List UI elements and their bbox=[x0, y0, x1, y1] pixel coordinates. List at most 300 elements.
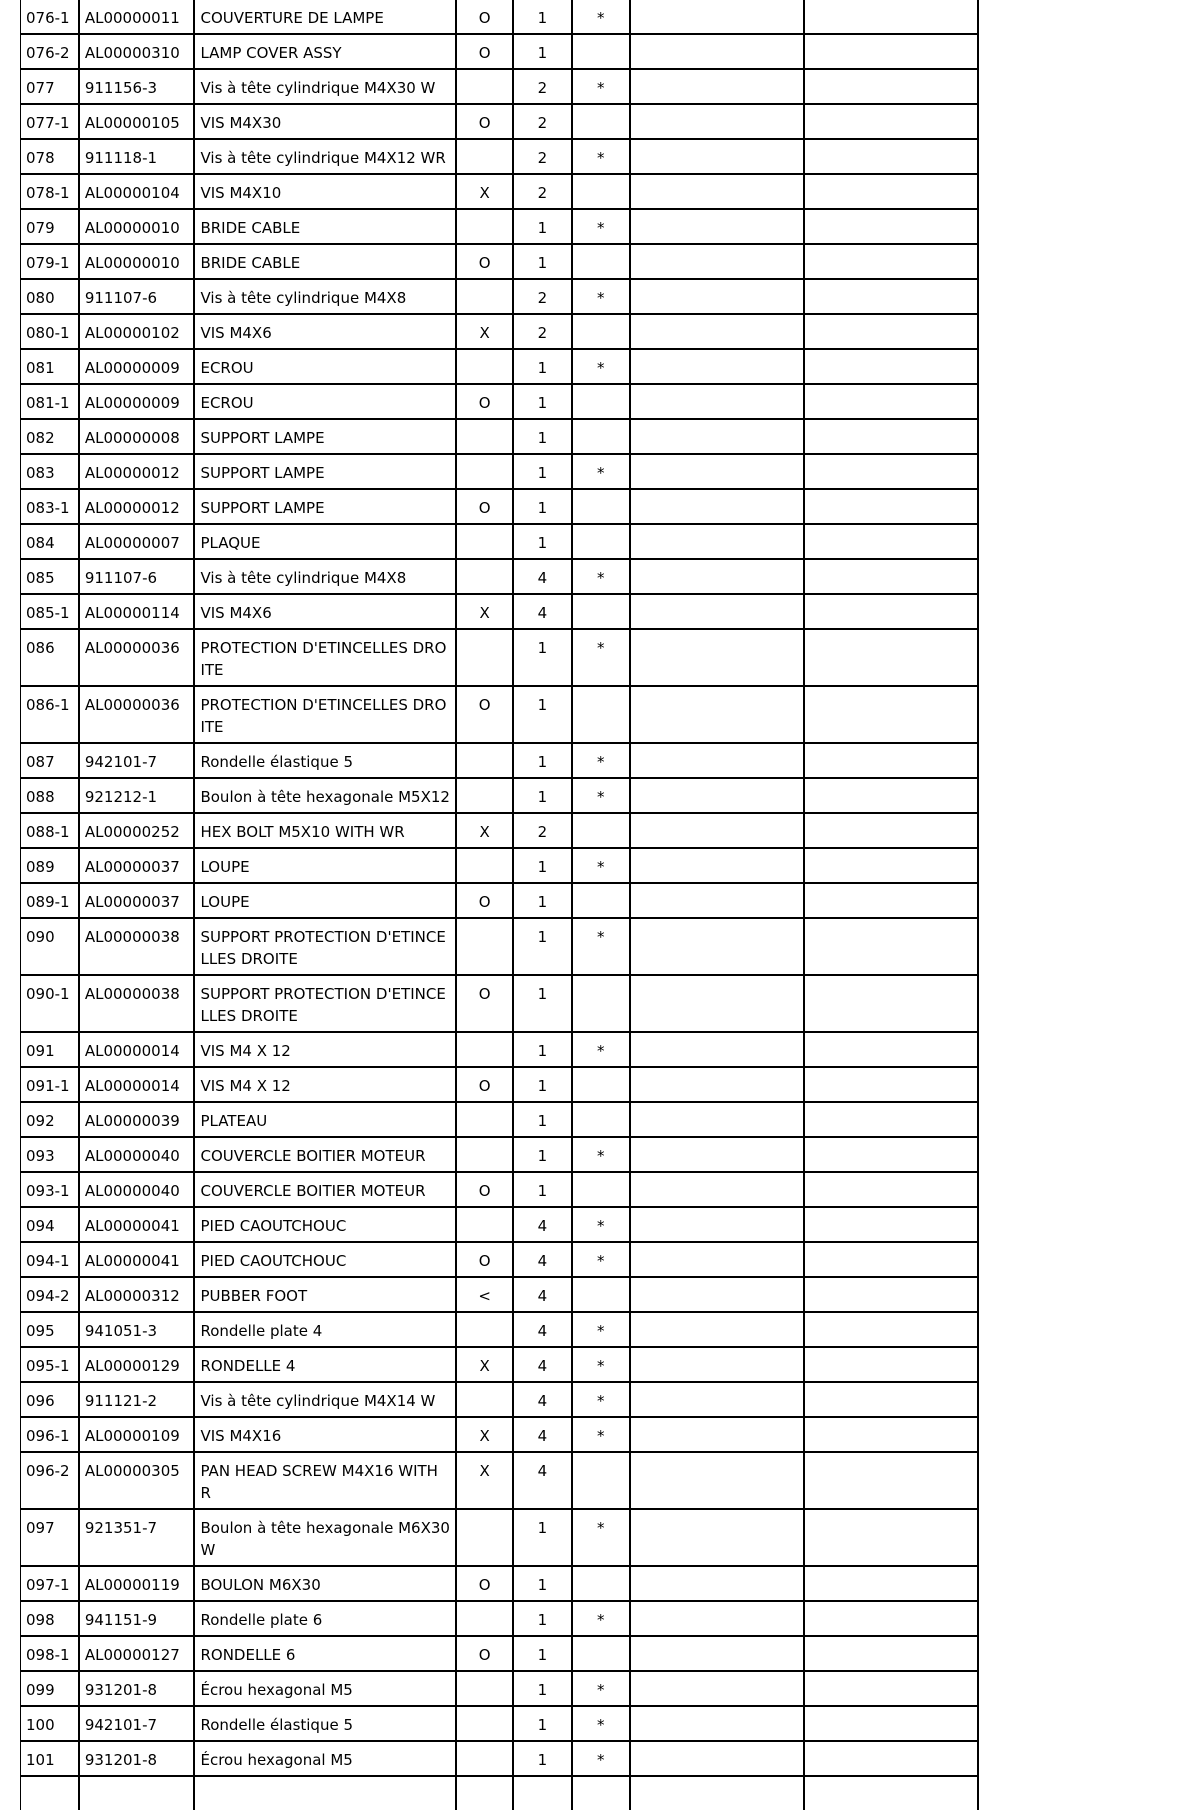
part-number-cell: AL00000037 bbox=[79, 848, 195, 883]
quantity-cell: 1 bbox=[513, 1102, 571, 1137]
table-row bbox=[21, 848, 979, 883]
star-cell bbox=[572, 1566, 630, 1601]
remark-cell bbox=[804, 419, 978, 454]
remark-cell bbox=[804, 1452, 978, 1509]
remark-cell bbox=[804, 69, 978, 104]
flag-cell bbox=[456, 139, 513, 174]
quantity-cell: 1 bbox=[513, 419, 571, 454]
description-cell: BOULON M6X30 bbox=[194, 1566, 456, 1601]
description-cell: PAN HEAD SCREW M4X16 WITH R bbox=[194, 1452, 456, 1509]
note-cell bbox=[630, 848, 804, 883]
star-cell: * bbox=[572, 349, 630, 384]
remark-cell bbox=[804, 1509, 978, 1566]
description-cell: Rondelle plate 4 bbox=[194, 1312, 456, 1347]
item-number-cell: 095 bbox=[21, 1312, 79, 1347]
table-row bbox=[21, 1277, 979, 1312]
star-cell bbox=[572, 813, 630, 848]
note-cell bbox=[630, 629, 804, 686]
note-cell bbox=[630, 1636, 804, 1671]
quantity-cell: 1 bbox=[513, 1509, 571, 1566]
description-cell: VIS M4 X 12 bbox=[194, 1032, 456, 1067]
flag-cell bbox=[456, 1137, 513, 1172]
star-cell bbox=[572, 174, 630, 209]
note-cell bbox=[630, 1347, 804, 1382]
table-row bbox=[21, 686, 979, 743]
part-number-cell: 911121-2 bbox=[79, 1382, 195, 1417]
description-cell: ECROU bbox=[194, 349, 456, 384]
quantity-cell: 4 bbox=[513, 594, 571, 629]
empty-cell bbox=[194, 1776, 456, 1810]
empty-cell bbox=[804, 1776, 978, 1810]
star-cell: * bbox=[572, 1671, 630, 1706]
star-cell: * bbox=[572, 918, 630, 975]
description-cell: COUVERCLE BOITIER MOTEUR bbox=[194, 1137, 456, 1172]
star-cell: * bbox=[572, 69, 630, 104]
note-cell bbox=[630, 1312, 804, 1347]
flag-cell bbox=[456, 349, 513, 384]
item-number-cell: 091-1 bbox=[21, 1067, 79, 1102]
note-cell bbox=[630, 813, 804, 848]
description-cell: Boulon à tête hexagonale M5X12 bbox=[194, 778, 456, 813]
table-row bbox=[21, 1417, 979, 1452]
item-number-cell: 089 bbox=[21, 848, 79, 883]
part-number-cell: 941151-9 bbox=[79, 1601, 195, 1636]
remark-cell bbox=[804, 139, 978, 174]
quantity-cell: 1 bbox=[513, 244, 571, 279]
star-cell: * bbox=[572, 848, 630, 883]
parts-list-table bbox=[20, 0, 979, 1810]
part-number-cell: 911107-6 bbox=[79, 279, 195, 314]
quantity-cell: 1 bbox=[513, 209, 571, 244]
remark-cell bbox=[804, 1382, 978, 1417]
table-row bbox=[21, 1137, 979, 1172]
item-number-cell: 090-1 bbox=[21, 975, 79, 1032]
table-row bbox=[21, 594, 979, 629]
table-row bbox=[21, 559, 979, 594]
item-number-cell: 085 bbox=[21, 559, 79, 594]
part-number-cell: AL00000119 bbox=[79, 1566, 195, 1601]
remark-cell bbox=[804, 559, 978, 594]
part-number-cell: AL00000041 bbox=[79, 1242, 195, 1277]
part-number-cell: AL00000008 bbox=[79, 419, 195, 454]
note-cell bbox=[630, 918, 804, 975]
part-number-cell: AL00000014 bbox=[79, 1067, 195, 1102]
item-number-cell: 076-1 bbox=[21, 0, 79, 34]
description-cell: HEX BOLT M5X10 WITH WR bbox=[194, 813, 456, 848]
description-cell: ECROU bbox=[194, 384, 456, 419]
note-cell bbox=[630, 34, 804, 69]
quantity-cell: 2 bbox=[513, 314, 571, 349]
note-cell bbox=[630, 174, 804, 209]
quantity-cell: 1 bbox=[513, 1067, 571, 1102]
item-number-cell: 080-1 bbox=[21, 314, 79, 349]
part-number-cell: AL00000011 bbox=[79, 0, 195, 34]
star-cell bbox=[572, 524, 630, 559]
quantity-cell: 1 bbox=[513, 883, 571, 918]
note-cell bbox=[630, 244, 804, 279]
flag-cell: O bbox=[456, 1566, 513, 1601]
table-row bbox=[21, 1172, 979, 1207]
remark-cell bbox=[804, 279, 978, 314]
note-cell bbox=[630, 1509, 804, 1566]
description-cell: Écrou hexagonal M5 bbox=[194, 1741, 456, 1776]
remark-cell bbox=[804, 1347, 978, 1382]
flag-cell: O bbox=[456, 1067, 513, 1102]
part-number-cell: AL00000252 bbox=[79, 813, 195, 848]
quantity-cell: 4 bbox=[513, 1452, 571, 1509]
part-number-cell: AL00000010 bbox=[79, 244, 195, 279]
item-number-cell: 083 bbox=[21, 454, 79, 489]
star-cell bbox=[572, 314, 630, 349]
remark-cell bbox=[804, 524, 978, 559]
remark-cell bbox=[804, 34, 978, 69]
star-cell: * bbox=[572, 1382, 630, 1417]
flag-cell bbox=[456, 1312, 513, 1347]
empty-cell bbox=[21, 1776, 79, 1810]
flag-cell bbox=[456, 1671, 513, 1706]
note-cell bbox=[630, 524, 804, 559]
star-cell: * bbox=[572, 209, 630, 244]
table-row bbox=[21, 1706, 979, 1741]
flag-cell: O bbox=[456, 686, 513, 743]
item-number-cell: 094-1 bbox=[21, 1242, 79, 1277]
quantity-cell: 2 bbox=[513, 813, 571, 848]
quantity-cell: 4 bbox=[513, 1417, 571, 1452]
item-number-cell: 086 bbox=[21, 629, 79, 686]
table-row bbox=[21, 975, 979, 1032]
flag-cell bbox=[456, 918, 513, 975]
flag-cell: O bbox=[456, 1172, 513, 1207]
item-number-cell: 093 bbox=[21, 1137, 79, 1172]
quantity-cell: 2 bbox=[513, 279, 571, 314]
note-cell bbox=[630, 419, 804, 454]
item-number-cell: 099 bbox=[21, 1671, 79, 1706]
item-number-cell: 077 bbox=[21, 69, 79, 104]
table-row bbox=[21, 1671, 979, 1706]
item-number-cell: 092 bbox=[21, 1102, 79, 1137]
table-row bbox=[21, 1452, 979, 1509]
description-cell: SUPPORT LAMPE bbox=[194, 489, 456, 524]
remark-cell bbox=[804, 1207, 978, 1242]
description-cell: VIS M4X16 bbox=[194, 1417, 456, 1452]
quantity-cell: 1 bbox=[513, 743, 571, 778]
item-number-cell: 089-1 bbox=[21, 883, 79, 918]
empty-cell bbox=[456, 1776, 513, 1810]
part-number-cell: AL00000036 bbox=[79, 629, 195, 686]
table-row bbox=[21, 279, 979, 314]
star-cell: * bbox=[572, 1312, 630, 1347]
quantity-cell: 1 bbox=[513, 848, 571, 883]
part-number-cell: AL00000312 bbox=[79, 1277, 195, 1312]
description-cell: RONDELLE 4 bbox=[194, 1347, 456, 1382]
flag-cell: O bbox=[456, 384, 513, 419]
description-cell: Boulon à tête hexagonale M6X30 W bbox=[194, 1509, 456, 1566]
star-cell: * bbox=[572, 629, 630, 686]
table-row bbox=[21, 1032, 979, 1067]
description-cell: PLAQUE bbox=[194, 524, 456, 559]
quantity-cell: 1 bbox=[513, 1172, 571, 1207]
part-number-cell: AL00000040 bbox=[79, 1137, 195, 1172]
note-cell bbox=[630, 69, 804, 104]
note-cell bbox=[630, 1601, 804, 1636]
quantity-cell: 1 bbox=[513, 1137, 571, 1172]
note-cell bbox=[630, 1706, 804, 1741]
part-number-cell: 921212-1 bbox=[79, 778, 195, 813]
item-number-cell: 093-1 bbox=[21, 1172, 79, 1207]
quantity-cell: 2 bbox=[513, 104, 571, 139]
note-cell bbox=[630, 743, 804, 778]
part-number-cell: AL00000114 bbox=[79, 594, 195, 629]
description-cell: Écrou hexagonal M5 bbox=[194, 1671, 456, 1706]
quantity-cell: 4 bbox=[513, 1277, 571, 1312]
description-cell: SUPPORT PROTECTION D'ETINCELLES DROITE bbox=[194, 918, 456, 975]
star-cell bbox=[572, 1452, 630, 1509]
note-cell bbox=[630, 1207, 804, 1242]
description-cell: Rondelle plate 6 bbox=[194, 1601, 456, 1636]
table-row bbox=[21, 69, 979, 104]
note-cell bbox=[630, 559, 804, 594]
flag-cell bbox=[456, 419, 513, 454]
table-row bbox=[21, 813, 979, 848]
star-cell bbox=[572, 686, 630, 743]
description-cell: LAMP COVER ASSY bbox=[194, 34, 456, 69]
description-cell: Vis à tête cylindrique M4X30 W bbox=[194, 69, 456, 104]
quantity-cell: 1 bbox=[513, 1636, 571, 1671]
remark-cell bbox=[804, 1601, 978, 1636]
description-cell: Vis à tête cylindrique M4X14 W bbox=[194, 1382, 456, 1417]
part-number-cell: AL00000009 bbox=[79, 349, 195, 384]
flag-cell bbox=[456, 629, 513, 686]
description-cell: LOUPE bbox=[194, 883, 456, 918]
item-number-cell: 095-1 bbox=[21, 1347, 79, 1382]
item-number-cell: 098 bbox=[21, 1601, 79, 1636]
table-row-empty bbox=[21, 1776, 979, 1810]
table-row bbox=[21, 0, 979, 34]
parts-list-body bbox=[21, 0, 979, 1810]
remark-cell bbox=[804, 686, 978, 743]
star-cell: * bbox=[572, 1417, 630, 1452]
table-row bbox=[21, 1312, 979, 1347]
flag-cell bbox=[456, 1382, 513, 1417]
part-number-cell: AL00000127 bbox=[79, 1636, 195, 1671]
quantity-cell: 1 bbox=[513, 384, 571, 419]
item-number-cell: 084 bbox=[21, 524, 79, 559]
part-number-cell: 931201-8 bbox=[79, 1741, 195, 1776]
note-cell bbox=[630, 139, 804, 174]
table-row bbox=[21, 883, 979, 918]
flag-cell: X bbox=[456, 174, 513, 209]
note-cell bbox=[630, 384, 804, 419]
star-cell bbox=[572, 883, 630, 918]
description-cell: LOUPE bbox=[194, 848, 456, 883]
remark-cell bbox=[804, 848, 978, 883]
quantity-cell: 1 bbox=[513, 686, 571, 743]
star-cell bbox=[572, 1102, 630, 1137]
star-cell bbox=[572, 975, 630, 1032]
star-cell: * bbox=[572, 1706, 630, 1741]
item-number-cell: 088-1 bbox=[21, 813, 79, 848]
quantity-cell: 4 bbox=[513, 1312, 571, 1347]
description-cell: VIS M4X30 bbox=[194, 104, 456, 139]
table-row bbox=[21, 34, 979, 69]
note-cell bbox=[630, 0, 804, 34]
part-number-cell: AL00000012 bbox=[79, 454, 195, 489]
item-number-cell: 096-1 bbox=[21, 1417, 79, 1452]
flag-cell bbox=[456, 1509, 513, 1566]
table-row bbox=[21, 104, 979, 139]
description-cell: COUVERCLE BOITIER MOTEUR bbox=[194, 1172, 456, 1207]
description-cell: Vis à tête cylindrique M4X12 WR bbox=[194, 139, 456, 174]
quantity-cell: 1 bbox=[513, 489, 571, 524]
flag-cell: O bbox=[456, 0, 513, 34]
item-number-cell: 100 bbox=[21, 1706, 79, 1741]
note-cell bbox=[630, 209, 804, 244]
flag-cell: O bbox=[456, 34, 513, 69]
table-row bbox=[21, 1636, 979, 1671]
star-cell: * bbox=[572, 559, 630, 594]
item-number-cell: 081-1 bbox=[21, 384, 79, 419]
item-number-cell: 077-1 bbox=[21, 104, 79, 139]
star-cell bbox=[572, 244, 630, 279]
remark-cell bbox=[804, 813, 978, 848]
description-cell: SUPPORT PROTECTION D'ETINCELLES DROITE bbox=[194, 975, 456, 1032]
part-number-cell: AL00000039 bbox=[79, 1102, 195, 1137]
flag-cell bbox=[456, 1207, 513, 1242]
star-cell: * bbox=[572, 0, 630, 34]
item-number-cell: 101 bbox=[21, 1741, 79, 1776]
part-number-cell: AL00000310 bbox=[79, 34, 195, 69]
note-cell bbox=[630, 1382, 804, 1417]
description-cell: PROTECTION D'ETINCELLES DROITE bbox=[194, 686, 456, 743]
flag-cell: X bbox=[456, 1417, 513, 1452]
remark-cell bbox=[804, 1636, 978, 1671]
remark-cell bbox=[804, 104, 978, 139]
flag-cell: X bbox=[456, 813, 513, 848]
flag-cell: O bbox=[456, 1242, 513, 1277]
part-number-cell: AL00000037 bbox=[79, 883, 195, 918]
flag-cell: X bbox=[456, 314, 513, 349]
part-number-cell: AL00000129 bbox=[79, 1347, 195, 1382]
flag-cell: X bbox=[456, 1347, 513, 1382]
star-cell: * bbox=[572, 743, 630, 778]
quantity-cell: 1 bbox=[513, 524, 571, 559]
remark-cell bbox=[804, 1277, 978, 1312]
item-number-cell: 078-1 bbox=[21, 174, 79, 209]
quantity-cell: 1 bbox=[513, 1671, 571, 1706]
part-number-cell: 911118-1 bbox=[79, 139, 195, 174]
flag-cell bbox=[456, 454, 513, 489]
item-number-cell: 096-2 bbox=[21, 1452, 79, 1509]
part-number-cell: AL00000102 bbox=[79, 314, 195, 349]
remark-cell bbox=[804, 918, 978, 975]
note-cell bbox=[630, 1067, 804, 1102]
flag-cell: X bbox=[456, 1452, 513, 1509]
star-cell: * bbox=[572, 139, 630, 174]
part-number-cell: AL00000040 bbox=[79, 1172, 195, 1207]
part-number-cell: AL00000104 bbox=[79, 174, 195, 209]
description-cell: VIS M4 X 12 bbox=[194, 1067, 456, 1102]
quantity-cell: 4 bbox=[513, 1207, 571, 1242]
description-cell: BRIDE CABLE bbox=[194, 244, 456, 279]
part-number-cell: AL00000105 bbox=[79, 104, 195, 139]
flag-cell: < bbox=[456, 1277, 513, 1312]
item-number-cell: 094-2 bbox=[21, 1277, 79, 1312]
star-cell: * bbox=[572, 1137, 630, 1172]
table-row bbox=[21, 629, 979, 686]
remark-cell bbox=[804, 1671, 978, 1706]
flag-cell bbox=[456, 559, 513, 594]
description-cell: SUPPORT LAMPE bbox=[194, 419, 456, 454]
item-number-cell: 081 bbox=[21, 349, 79, 384]
empty-cell bbox=[513, 1776, 571, 1810]
part-number-cell: 911107-6 bbox=[79, 559, 195, 594]
star-cell bbox=[572, 419, 630, 454]
remark-cell bbox=[804, 1741, 978, 1776]
note-cell bbox=[630, 1671, 804, 1706]
part-number-cell: AL00000009 bbox=[79, 384, 195, 419]
star-cell: * bbox=[572, 778, 630, 813]
table-row bbox=[21, 209, 979, 244]
table-row bbox=[21, 524, 979, 559]
flag-cell bbox=[456, 279, 513, 314]
remark-cell bbox=[804, 1242, 978, 1277]
star-cell: * bbox=[572, 1601, 630, 1636]
quantity-cell: 1 bbox=[513, 454, 571, 489]
table-row bbox=[21, 1741, 979, 1776]
empty-cell bbox=[572, 1776, 630, 1810]
flag-cell bbox=[456, 778, 513, 813]
quantity-cell: 1 bbox=[513, 34, 571, 69]
star-cell bbox=[572, 384, 630, 419]
flag-cell bbox=[456, 743, 513, 778]
flag-cell bbox=[456, 69, 513, 104]
remark-cell bbox=[804, 1067, 978, 1102]
note-cell bbox=[630, 489, 804, 524]
remark-cell bbox=[804, 975, 978, 1032]
star-cell: * bbox=[572, 1741, 630, 1776]
remark-cell bbox=[804, 1137, 978, 1172]
quantity-cell: 1 bbox=[513, 918, 571, 975]
flag-cell bbox=[456, 848, 513, 883]
note-cell bbox=[630, 778, 804, 813]
star-cell bbox=[572, 1067, 630, 1102]
star-cell: * bbox=[572, 454, 630, 489]
remark-cell bbox=[804, 1102, 978, 1137]
remark-cell bbox=[804, 349, 978, 384]
table-row bbox=[21, 419, 979, 454]
table-row bbox=[21, 1207, 979, 1242]
item-number-cell: 080 bbox=[21, 279, 79, 314]
table-row bbox=[21, 454, 979, 489]
note-cell bbox=[630, 1032, 804, 1067]
star-cell bbox=[572, 34, 630, 69]
remark-cell bbox=[804, 454, 978, 489]
star-cell bbox=[572, 594, 630, 629]
remark-cell bbox=[804, 1312, 978, 1347]
remark-cell bbox=[804, 1706, 978, 1741]
item-number-cell: 082 bbox=[21, 419, 79, 454]
flag-cell bbox=[456, 1741, 513, 1776]
quantity-cell: 1 bbox=[513, 1741, 571, 1776]
star-cell bbox=[572, 104, 630, 139]
table-row bbox=[21, 384, 979, 419]
flag-cell bbox=[456, 1102, 513, 1137]
item-number-cell: 098-1 bbox=[21, 1636, 79, 1671]
quantity-cell: 1 bbox=[513, 1032, 571, 1067]
quantity-cell: 1 bbox=[513, 629, 571, 686]
table-row bbox=[21, 349, 979, 384]
remark-cell bbox=[804, 244, 978, 279]
